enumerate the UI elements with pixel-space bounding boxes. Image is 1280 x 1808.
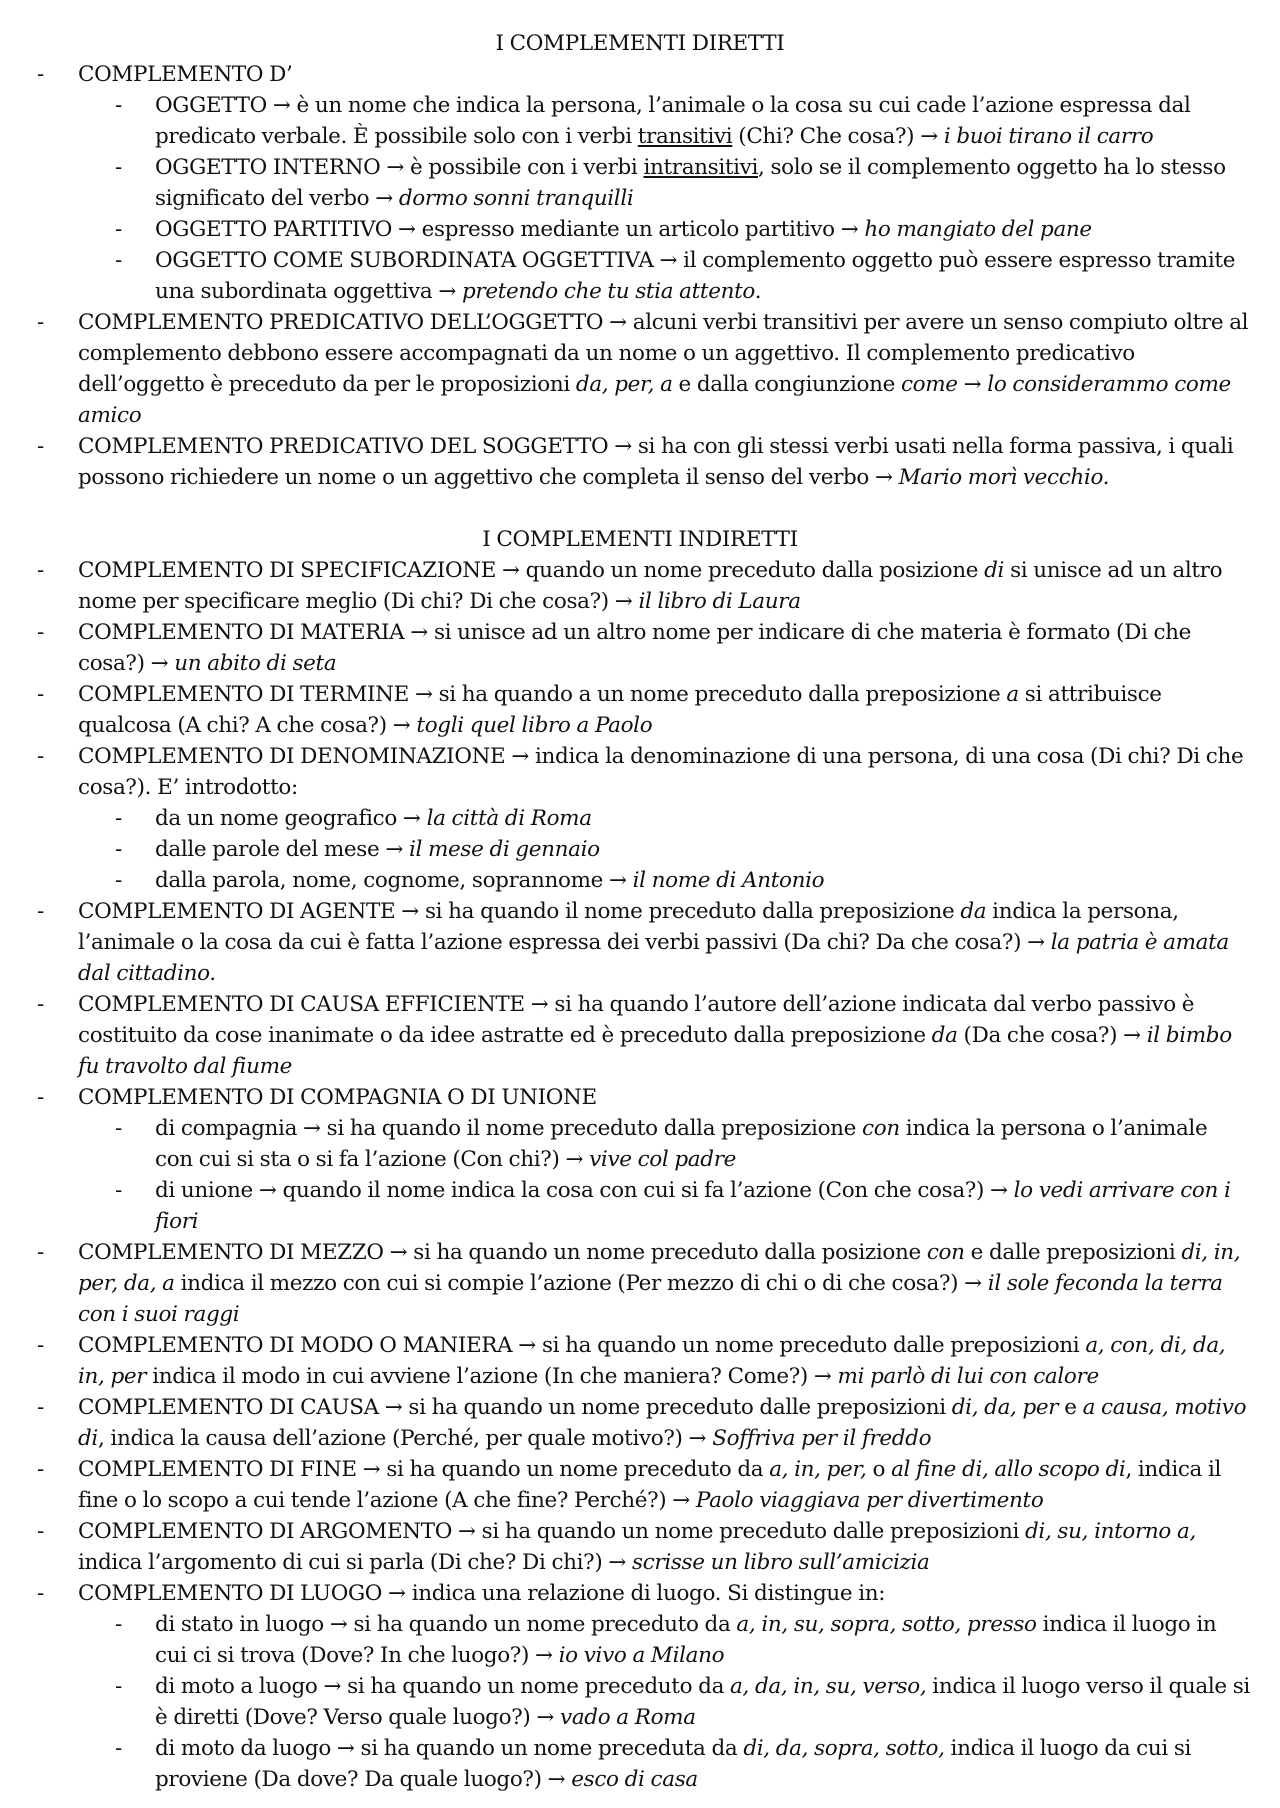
sub-list-item: [0, 245, 1280, 307]
example-text: il nome di Antonio: [632, 868, 825, 893]
item-text: OGGETTO COME SUBORDINATA OGGETTIVA → il complemento oggetto può essere espresso tramite una subordinata oggettiva → pretendo che tu stia attento.: [155, 248, 1236, 304]
list-item: [0, 59, 1280, 90]
example-text: il mese di gennaio: [408, 837, 600, 862]
sub-list-item: [0, 1671, 1280, 1733]
bullet-dash: -: [115, 217, 122, 242]
bullet-dash: -: [115, 1674, 122, 1699]
item-text: COMPLEMENTO DI SPECIFICAZIONE → quando un nome preceduto dalla posizione di si unisce ad un altro nome per specificare meglio (Di chi? Di che cosa?) → il libro di Laura: [78, 558, 1223, 614]
list-item: [0, 617, 1280, 679]
example-text: la patria è amata dal cittadino.: [78, 930, 1229, 986]
item-text: di stato in luogo → si ha quando un nome preceduto da a, in, su, sopra, sotto, presso indica il luogo in cui ci si trova (Dove? In che luogo?) → io vivo a Milano: [155, 1612, 1217, 1668]
bullet-dash: -: [115, 1736, 122, 1761]
title-direct: I COMPLEMENTI DIRETTI: [495, 31, 785, 56]
sub-list-item: [0, 1113, 1280, 1175]
item-text: OGGETTO INTERNO → è possibile con i verbi intransitivi, solo se il complemento oggetto ha lo stesso significato del verbo → dormo sonni tranquilli: [155, 155, 1226, 211]
bullet-dash: -: [37, 899, 44, 924]
item-text: OGGETTO → è un nome che indica la persona, l’animale o la cosa su cui cade l’azione espressa dal predicato verbale. È possibile solo con i verbi transitivi (Chi? Che cosa?) → i buoi tirano il carro: [155, 93, 1191, 149]
bullet-dash: -: [37, 744, 44, 769]
example-text: a, in, su, sopra, sotto, presso: [736, 1612, 1037, 1637]
sub-list-item: [0, 1609, 1280, 1671]
example-text: io vivo a Milano: [558, 1643, 725, 1668]
sub-list-item: [0, 865, 1280, 896]
bullet-dash: -: [37, 62, 44, 87]
list-item: [0, 679, 1280, 741]
example-text: ho mangiato del pane: [864, 217, 1092, 242]
example-text: di, da, per: [951, 1395, 1059, 1420]
list-item: [0, 1454, 1280, 1516]
example-text: da: [960, 899, 987, 924]
item-text: COMPLEMENTO DI ARGOMENTO → si ha quando un nome preceduto dalle preposizioni di, su, intorno a, indica l’argomento di cui si parla (Di che? Di chi?) → scrisse un libro sull’amicizia: [78, 1519, 1196, 1575]
sub-list-item: [0, 803, 1280, 834]
example-text: un abito di seta: [174, 651, 337, 676]
example-text: esco di casa: [571, 1767, 698, 1792]
example-text: di, da, sopra, sotto,: [743, 1736, 945, 1761]
bullet-dash: -: [37, 1085, 44, 1110]
bullet-dash: -: [37, 434, 44, 459]
item-text: COMPLEMENTO DI LUOGO → indica una relazione di luogo. Si distingue in:: [78, 1581, 886, 1606]
bullet-dash: -: [37, 310, 44, 335]
example-text: a causa, motivo di: [78, 1395, 1247, 1451]
example-text: a, in, per,: [769, 1457, 867, 1482]
example-text: scrisse un libro sull’amicizia: [632, 1550, 930, 1575]
item-text: COMPLEMENTO DI MEZZO → si ha quando un nome preceduto dalla posizione con e dalle preposizioni di, in, per, da, a indica il mezzo con cui si compie l’azione (Per mezzo di chi o di che cosa?) → il sole feconda la terra con i suoi raggi: [78, 1240, 1241, 1327]
item-text: COMPLEMENTO D’: [78, 62, 293, 87]
bullet-dash: -: [115, 837, 122, 862]
list-item: [0, 1082, 1280, 1113]
sub-list-item: [0, 214, 1280, 245]
example-text: dormo sonni tranquilli: [398, 186, 634, 211]
bullet-dash: -: [37, 992, 44, 1017]
item-text: COMPLEMENTO PREDICATIVO DEL SOGGETTO → si ha con gli stessi verbi usati nella forma passiva, i quali possono richiedere un nome o un aggettivo che completa il senso del verbo → Mario morì vecchio.: [78, 434, 1234, 490]
bullet-dash: -: [115, 1116, 122, 1141]
bullet-dash: -: [37, 620, 44, 645]
bullet-dash: -: [37, 1333, 44, 1358]
bullet-dash: -: [37, 1457, 44, 1482]
bullet-dash: -: [115, 93, 122, 118]
item-text: COMPLEMENTO DI CAUSA EFFICIENTE → si ha quando l’autore dell’azione indicata dal verbo passivo è costituito da cose inanimate o da idee astratte ed è preceduto dalla preposizione da (Da che cosa?) → il bimbo fu travolto dal fiume: [78, 992, 1232, 1079]
item-text: di moto a luogo → si ha quando un nome preceduto da a, da, in, su, verso, indica il luogo verso il quale si è diretti (Dove? Verso quale luogo?) → vado a Roma: [155, 1674, 1250, 1730]
example-text: lo vedi arrivare con i fiori: [155, 1178, 1231, 1234]
example-text: il libro di Laura: [638, 589, 801, 614]
example-text: lo considerammo come amico: [78, 372, 1231, 428]
example-text: al fine di, allo scopo di: [891, 1457, 1126, 1482]
item-text: da un nome geografico → la città di Roma: [155, 806, 592, 831]
example-text: pretendo che tu stia attento.: [462, 279, 762, 304]
underlined-term: intransitivi: [643, 155, 759, 180]
bullet-dash: -: [115, 155, 122, 180]
item-text: COMPLEMENTO PREDICATIVO DELL’OGGETTO → alcuni verbi transitivi per avere un senso compiuto oltre al complemento debbono essere accompagnati da un nome o un aggettivo. Il complemento predicativo dell’oggetto è preceduto da per le proposizioni da, per, a e dalla congiunzione come → lo considerammo come amico: [78, 310, 1249, 428]
sub-list-item: [0, 1733, 1280, 1795]
example-text: da: [931, 1023, 958, 1048]
example-text: di, in, per, da, a: [78, 1240, 1241, 1296]
bullet-dash: -: [115, 868, 122, 893]
item-text: COMPLEMENTO DI AGENTE → si ha quando il nome preceduto dalla preposizione da indica la persona, l’animale o la cosa da cui è fatta l’azione espressa dei verbi passivi (Da chi? Da che cosa?) → la patria è amata dal cittadino.: [78, 899, 1229, 986]
list-item: [0, 1578, 1280, 1609]
list-direct: [0, 59, 1280, 493]
item-text: COMPLEMENTO DI TERMINE → si ha quando a un nome preceduto dalla preposizione a si attribuisce qualcosa (A chi? A che cosa?) → togli quel libro a Paolo: [78, 682, 1162, 738]
bullet-dash: -: [115, 1178, 122, 1203]
bullet-dash: -: [37, 1395, 44, 1420]
example-text: il sole feconda la terra con i suoi raggi: [78, 1271, 1223, 1327]
list-item: [0, 1516, 1280, 1578]
item-text: COMPLEMENTO DI CAUSA → si ha quando un nome preceduto dalle preposizioni di, da, per e a causa, motivo di, indica la causa dell’azione (Perché, per quale motivo?) → Soffriva per il freddo: [78, 1395, 1247, 1451]
item-text: di unione → quando il nome indica la cosa con cui si fa l’azione (Con che cosa?) → lo vedi arrivare con i fiori: [155, 1178, 1231, 1234]
bullet-dash: -: [115, 1612, 122, 1637]
underlined-term: transitivi: [637, 124, 733, 149]
example-text: con: [862, 1116, 900, 1141]
example-text: vado a Roma: [560, 1705, 696, 1730]
example-text: Paolo viaggiava per divertimento: [695, 1488, 1044, 1513]
list-item: [0, 741, 1280, 803]
item-text: di compagnia → si ha quando il nome preceduto dalla preposizione con indica la persona o l’animale con cui si sta o si fa l’azione (Con chi?) → vive col padre: [155, 1116, 1208, 1172]
bullet-dash: -: [37, 1519, 44, 1544]
item-text: COMPLEMENTO DI DENOMINAZIONE → indica la denominazione di una persona, di una cosa (Di chi? Di che cosa?). E’ introdotto:: [78, 744, 1244, 800]
item-text: OGGETTO PARTITIVO → espresso mediante un articolo partitivo → ho mangiato del pane: [155, 217, 1092, 242]
list-item: [0, 1330, 1280, 1392]
list-item: [0, 431, 1280, 493]
list-item: [0, 989, 1280, 1082]
sub-list-item: [0, 1175, 1280, 1237]
item-text: COMPLEMENTO DI MATERIA → si unisce ad un altro nome per indicare di che materia è formato (Di che cosa?) → un abito di seta: [78, 620, 1192, 676]
list-item: [0, 1237, 1280, 1330]
list-item: [0, 1392, 1280, 1454]
list-item: [0, 896, 1280, 989]
example-text: il bimbo fu travolto dal fiume: [78, 1023, 1232, 1079]
example-text: togli quel libro a Paolo: [416, 713, 653, 738]
item-text: COMPLEMENTO DI FINE → si ha quando un nome preceduto da a, in, per, o al fine di, allo scopo di, indica il fine o lo scopo a cui tende l’azione (A che fine? Perché?) → Paolo viaggiava per divertimento: [78, 1457, 1222, 1513]
example-text: a, con, di, da, in, per: [78, 1333, 1226, 1389]
item-text: COMPLEMENTO DI MODO O MANIERA → si ha quando un nome preceduto dalle preposizioni a, con, di, da, in, per indica il modo in cui avviene l’azione (In che maniera? Come?) → mi parlò di lui con calore: [78, 1333, 1226, 1389]
bullet-dash: -: [37, 682, 44, 707]
example-text: di, su, intorno a,: [1025, 1519, 1196, 1544]
example-text: a: [1006, 682, 1019, 707]
example-text: come: [900, 372, 958, 397]
item-text: di moto da luogo → si ha quando un nome preceduta da di, da, sopra, sotto, indica il luogo da cui si proviene (Da dove? Da quale luogo?) → esco di casa: [155, 1736, 1192, 1792]
example-text: di: [984, 558, 1005, 583]
bullet-dash: -: [115, 806, 122, 831]
title-indirect: I COMPLEMENTI INDIRETTI: [482, 527, 798, 552]
example-text: i buoi tirano il carro: [943, 124, 1154, 149]
bullet-dash: -: [115, 248, 122, 273]
bullet-dash: -: [37, 1581, 44, 1606]
example-text: con: [926, 1240, 965, 1265]
sub-list-item: [0, 152, 1280, 214]
list-item: [0, 307, 1280, 431]
list-indirect: [0, 555, 1280, 1795]
example-text: da, per, a: [575, 372, 673, 397]
example-text: Mario morì vecchio.: [898, 465, 1110, 490]
example-text: vive col padre: [589, 1147, 736, 1172]
example-text: a, da, in, su, verso,: [730, 1674, 927, 1699]
list-item: [0, 555, 1280, 617]
bullet-dash: -: [37, 558, 44, 583]
example-text: Soffriva per il freddo: [712, 1426, 932, 1451]
example-text: la città di Roma: [426, 806, 592, 831]
sub-list-item: [0, 90, 1280, 152]
item-text: dalle parole del mese → il mese di gennaio: [155, 837, 600, 862]
bullet-dash: -: [37, 1240, 44, 1265]
item-text: dalla parola, nome, cognome, soprannome → il nome di Antonio: [155, 868, 825, 893]
document-page: [0, 28, 1280, 1795]
sub-list-item: [0, 834, 1280, 865]
example-text: mi parlò di lui con calore: [837, 1364, 1099, 1389]
item-text: COMPLEMENTO DI COMPAGNIA O DI UNIONE: [78, 1085, 597, 1110]
